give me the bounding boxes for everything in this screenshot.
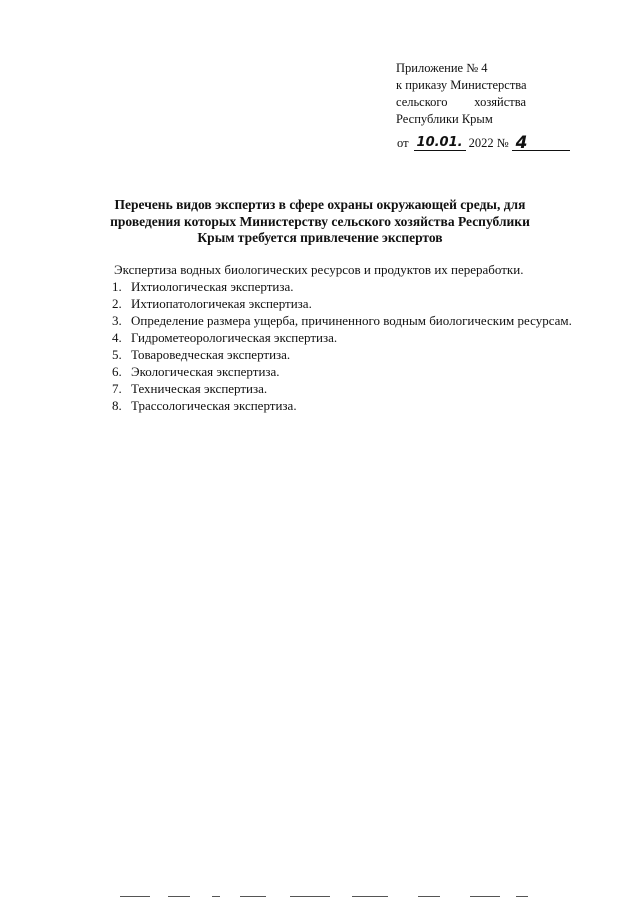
list-item-text: Трассологическая экспертиза.	[131, 398, 297, 413]
footer-scan-marks	[120, 896, 530, 902]
list-item	[112, 398, 586, 414]
list-item-text: Определение размера ущерба, причиненного водным биологическим ресурсам.	[131, 313, 572, 328]
order-prefix: от	[397, 136, 409, 150]
order-number-handwritten: 4	[512, 136, 570, 151]
list-item-text: Ихтиопатологичекая экспертиза.	[131, 296, 312, 311]
list-item-number: 1.	[112, 279, 122, 294]
list-item	[112, 313, 586, 329]
order-date-number-line	[397, 133, 570, 153]
scan-mark	[352, 896, 388, 897]
scan-mark	[418, 896, 440, 897]
list-item	[112, 381, 586, 397]
scan-mark	[516, 896, 528, 897]
expertise-list	[112, 279, 586, 415]
list-item-number: 5.	[112, 347, 122, 362]
order-date-handwritten: 10.01.	[414, 136, 466, 151]
appendix-ministry-word-2: хозяйства	[474, 95, 526, 109]
appendix-order-ref: к приказу Министерства	[396, 78, 527, 92]
list-item-number: 8.	[112, 398, 122, 413]
list-item-number: 3.	[112, 313, 122, 328]
list-item-text: Гидрометеорологическая экспертиза.	[131, 330, 338, 345]
appendix-ministry-word-1: сельского	[396, 95, 448, 109]
scan-mark	[240, 896, 266, 897]
scan-mark	[290, 896, 330, 897]
scan-mark	[470, 896, 500, 897]
list-item-number: 6.	[112, 364, 122, 379]
list-item-text: Ихтиологическая экспертиза.	[131, 279, 294, 294]
scan-mark	[212, 896, 220, 897]
appendix-block	[396, 60, 556, 128]
appendix-ministry-line	[396, 94, 526, 111]
scan-mark	[120, 896, 150, 897]
list-item	[112, 364, 586, 380]
list-item-text: Товароведческая экспертиза.	[131, 347, 291, 362]
list-item-text: Техническая экспертиза.	[131, 381, 268, 396]
list-item	[112, 279, 586, 295]
list-item-text: Экологическая экспертиза.	[131, 364, 280, 379]
scan-mark	[168, 896, 190, 897]
appendix-region: Республики Крым	[396, 112, 493, 126]
list-item	[112, 296, 586, 312]
list-item	[112, 347, 586, 363]
list-item-number: 7.	[112, 381, 122, 396]
list-item-number: 4.	[112, 330, 122, 345]
order-year-label: 2022 №	[468, 136, 509, 150]
document-title: Перечень видов экспертиз в сфере охраны окружающей среды, для проведения которых Министерству сельского хозяйства Республики Крым требуется привлечение экспертов	[110, 197, 530, 245]
intro-line: Экспертиза водных биологических ресурсов и продуктов их переработки.	[114, 262, 524, 277]
list-item-number: 2.	[112, 296, 122, 311]
appendix-number: Приложение № 4	[396, 61, 488, 75]
list-item	[112, 330, 586, 346]
